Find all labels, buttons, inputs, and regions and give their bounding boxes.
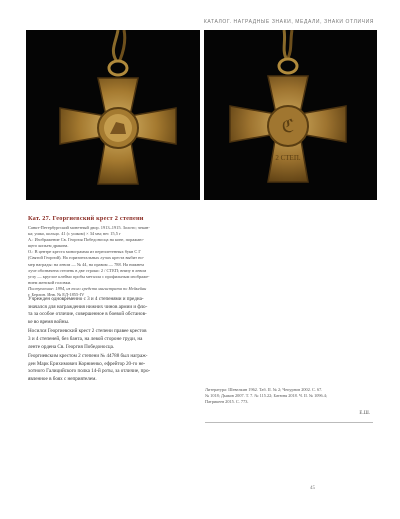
body-line: Георгиевским крестом 2 степени № 44788 был награж- ден Марк Ерихимович Корниенко, ефрейтор 20-го не- хотного Галицийского полка 14-й роты, за отличие, про- явленное в боях с неприятелем. xyxy=(28,353,151,382)
obverse-photo xyxy=(26,30,200,200)
catalog-line: О.: В центре креста монограмма из переплетенных букв С Г xyxy=(28,249,141,255)
reverse-photo xyxy=(204,30,377,200)
cross-reverse-image xyxy=(204,30,377,200)
monogram: ℭ xyxy=(281,116,295,136)
catalog-title: Георгиевский крест 2 степени xyxy=(52,215,144,222)
catalog-line: луче обозначена степень в две строки: 2 / СТЕП; внизу в левом xyxy=(28,267,147,273)
catalog-line: мер награды: на левом — № 44, на правом — 788. На нижнем xyxy=(28,261,144,267)
catalog-line: ка; ушко, кольцо. 41 (с ушком) × 34 мм; вес 15,5 г xyxy=(28,231,121,237)
body-line: Учрежден одновременно с 3 и 4 степенями и предна- значался для награждения нижних чинов армии и фло- та за особое отличие, совершенное в боевой обстанов- ке во время войны. xyxy=(28,296,148,325)
catalog-number: Кат. 27. xyxy=(28,215,51,222)
divider xyxy=(205,422,373,423)
page-number: 45 xyxy=(310,486,315,491)
literature-line: № 1018; Дьяков 2007. Т. 7. № 115.22; Батюня 2018. Ч. II. № 1096.4; xyxy=(205,393,328,399)
degree-inscription: 2 СТЕП. xyxy=(275,154,301,162)
body-line: Носился Георгиевский крест 2 степени правее крестов 3 и 4 степеней, без банта, на левой стороне груди, на ленте ордена Св. Георгия Победоносца. xyxy=(28,328,147,350)
literature xyxy=(205,387,373,406)
catalog-line: Санкт-Петербургский монетный двор. 1913–1915. Золото; чекан- xyxy=(28,225,150,230)
catalog-line: нием женской головки. xyxy=(28,279,72,285)
body-text xyxy=(28,296,198,386)
catalog-line: г. Берлин. Инв. № ЕД-1855-IV xyxy=(28,292,85,298)
catalog-heading xyxy=(28,215,198,222)
catalog-entry xyxy=(28,215,198,298)
catalog-line: углу — круглое клеймо пробы металла с профильным изображе- xyxy=(28,273,150,279)
author-initials: Е.Ш. xyxy=(359,411,370,416)
catalog-line: (Святой Георгий). На горизонтальных лучах креста выбит но- xyxy=(28,255,145,261)
catalog-line: Поступление: 1994, из того средств магистрата по Нейкейан xyxy=(28,285,147,291)
running-title: КАТАЛОГ. НАГРАДНЫЕ ЗНАКИ, МЕДАЛИ, ЗНАКИ ОТЛИЧИЯ xyxy=(203,19,374,25)
literature-line: Патрикеев 2015. С. 773. xyxy=(205,399,249,405)
catalog-line: А.: Изображение Св. Георгия Победоносца на коне, поражаю- xyxy=(28,237,144,243)
cross-obverse-image xyxy=(26,30,200,200)
catalog-line: щего копьем дракона. xyxy=(28,243,69,249)
literature-line: Литература: Шевелкин 1962. Таб. II. № 2; Чепурнов 2002. С. 67. xyxy=(205,387,323,392)
